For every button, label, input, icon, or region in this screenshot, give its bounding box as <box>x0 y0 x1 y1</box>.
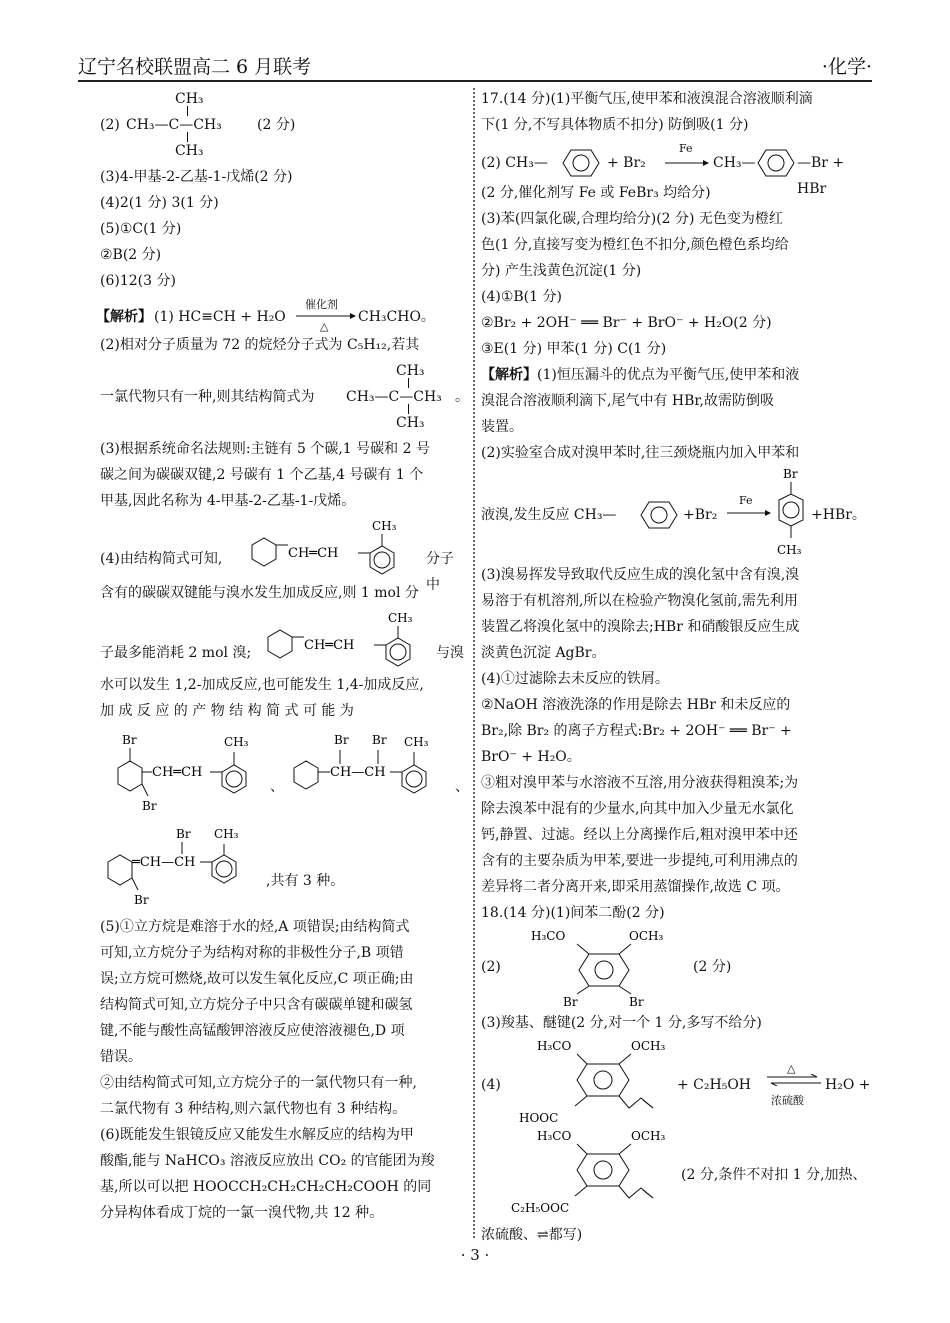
product-14-dibromo-a <box>290 728 462 818</box>
q17-analysis-line: Br₂,除 Br₂ 的离子方程式:Br₂ + 2OH⁻ ══ Br⁻ + <box>481 723 792 739</box>
q17-analysis-line: 淡黄色沉淀 AgBr。 <box>481 645 606 661</box>
cyclohexenyl-styrene-structure <box>240 518 440 580</box>
q17-answer-line: 17.(14 分)(1)平衡气压,使甲苯和液溴混合溶液顺利滴 <box>481 91 813 107</box>
addition-products-row: Br Br CH═CH CH₃ 、 CH—CH Br Br CH₃ 、 <box>100 724 466 818</box>
q17-analysis-line: 除去溴苯中混有的少量水,向其中加入少量无水氯化 <box>481 801 794 817</box>
methyl-label: CH₃ <box>214 827 239 841</box>
br-label: Br <box>629 995 644 1009</box>
methyl-label: CH₃ <box>372 519 397 533</box>
right-column <box>481 86 873 1248</box>
br-label: Br <box>783 467 798 481</box>
answer-2 <box>100 86 466 164</box>
benzene-ring-icon <box>559 146 603 180</box>
methyl-label: CH₃ <box>224 735 249 749</box>
ch3-bottom: CH₃ <box>396 415 425 431</box>
q17-answer-line: ③E(1 分) 甲苯(1 分) C(1 分) <box>481 341 667 357</box>
page-number: · 3 · <box>460 1246 490 1264</box>
analysis-5-line: 可知,立方烷分子为结构对称的非极性分子,B 项错 <box>100 945 404 961</box>
answer-5b: ②B(2 分) <box>100 247 162 263</box>
analysis-6-line: 分异构体看成丁烷的一氯一溴代物,共 12 种。 <box>100 1205 384 1221</box>
q17-answer-line: 分) 产生浅黄色沉淀(1 分) <box>481 263 642 279</box>
q17-analysis-line: (2)实验室合成对溴甲苯时,往三颈烧瓶内加入甲苯和 <box>481 445 800 461</box>
analysis-label: 【解析】 <box>481 367 537 383</box>
q17-analysis-line: 溴混合溶液顺利滴下,尾气中有 HBr,故需防倒吸 <box>481 393 775 409</box>
analysis-5-line: 二氯代物有 3 种结构,则六氯代物也有 3 种结构。 <box>100 1101 407 1117</box>
q17-answer-line: 色(1 分,直接写变为橙红色不扣分,颜色橙色系均给 <box>481 237 789 253</box>
analysis-2a: (2)相对分子质量为 72 的烷烃分子式为 C₅H₁₂,若其 <box>100 337 420 353</box>
heat-label: △ <box>320 320 329 333</box>
dibromo-dimethoxybenzene-structure <box>521 926 681 1010</box>
ethylene-label: CH—CH <box>330 765 386 780</box>
methoxy-label: H₃CO <box>531 929 566 943</box>
br-label: Br <box>134 893 149 907</box>
methyl-label: CH₃ <box>777 543 802 557</box>
methoxy-label: OCH₃ <box>631 1129 666 1143</box>
analysis-1 <box>96 298 466 333</box>
methoxy-label: OCH₃ <box>629 929 664 943</box>
q17-answer-line: ②Br₂ + 2OH⁻ ══ Br⁻ + BrO⁻ + H₂O(2 分) <box>481 315 772 331</box>
analysis-5-line: 键,不能与酸性高锰酸钾溶液反应使溶液褪色,D 项 <box>100 1023 405 1039</box>
analysis-3b: 碳之间为碳碳双键,2 号碳有 1 个乙基,4 号碳有 1 个 <box>100 467 424 483</box>
vinylene-label: CH═CH <box>304 638 355 653</box>
q17-analysis-line: 装置乙将溴化氢中的溴除去;HBr 和硝酸银反应生成 <box>481 619 800 635</box>
methoxy-label: H₃CO <box>537 1129 572 1143</box>
vinylene-label: CH═CH <box>288 546 339 561</box>
analysis-5-line: 误;立方烷可燃烧,故可以发生氧化反应,C 项正确;由 <box>100 971 414 987</box>
analysis-5-line: 结构简式可知,立方烷分子中只含有碳碳单键和碳氢 <box>100 997 413 1013</box>
analysis-text: 一氯代物只有一种,则其结构简式为 <box>100 389 315 405</box>
q18-equation-4: (4) H₃CO OCH₃ HOOC + C₂H₅OH △ 浓硫酸 H₂O + <box>481 1036 873 1126</box>
q17-analysis-line: 差异将二者分离开来,即采用蒸馏操作,故选 C 项。 <box>481 879 790 895</box>
q17-equation: (2) CH₃— + Br₂ Fe CH₃— —Br + HBr <box>481 142 845 197</box>
br-label: Br <box>372 733 387 747</box>
analysis-2b: CH₃ 一氯代物只有一种,则其结构简式为 CH₃—C—CH₃ 。 CH₃ <box>100 358 466 436</box>
q18-answer-line: 18.(14 分)(1)间苯二酚(2 分) <box>481 905 665 921</box>
benzene-ring-icon <box>637 498 681 532</box>
score: (2 分) <box>257 117 296 133</box>
analysis-6-line: (6)既能发生银镜反应又能发生水解反应的结构为甲 <box>100 1127 414 1143</box>
analysis-5-line: 错误。 <box>100 1049 142 1065</box>
methyl-label: CH₃ <box>404 735 429 749</box>
ch3-bottom: CH₃ <box>175 143 204 159</box>
p-bromotoluene-structure <box>771 466 811 562</box>
q17-answer-line: (3)苯(四氯化碳,合理均给分)(2 分) 无色变为橙红 <box>481 211 783 227</box>
product-14-dibromo-b <box>100 822 280 912</box>
q18-structure-2: (2) H₃CO OCH₃ Br Br (2 分) <box>481 926 873 1010</box>
q17-analysis-line: (4)①过滤除去未反应的铁屑。 <box>481 671 669 687</box>
column-divider <box>473 88 475 1238</box>
addition-products-row-2: Br ═CH—CH Br CH₃ ,共有 3 种。 <box>100 818 466 914</box>
product-12-dibromo <box>100 728 270 818</box>
catalyst-label: 催化剂 <box>305 298 338 311</box>
answer-label: (2) <box>100 117 120 133</box>
analysis-label: 【解析】 <box>96 309 152 325</box>
equilibrium-arrow <box>767 1074 821 1086</box>
equation-right: CH₃CHO。 <box>358 309 435 325</box>
q17-analysis-line: 钙,静置、过滤。经以上分离操作后,粗对溴甲苯中还 <box>481 827 798 843</box>
br-label: Br <box>176 827 191 841</box>
q17-analysis-line: 易溶于有机溶剂,所以在检验产物溴化氢前,需先利用 <box>481 593 798 609</box>
q18-product-4: H₃CO OCH₃ C₂H₅OOC (2 分,条件不对扣 1 分,加热、 <box>481 1126 873 1222</box>
br-label: Br <box>122 733 137 747</box>
page-header <box>78 50 872 82</box>
cyclohexenyl-styrene-structure-2 <box>256 610 456 672</box>
carboxyl-label: HOOC <box>519 1111 559 1125</box>
equation-left: (1) HC≡CH + H₂O <box>154 309 286 325</box>
exam-title: 辽宁名校联盟高二 6 月联考 <box>78 56 312 78</box>
br-label: Br <box>142 799 157 813</box>
q18-answer-line: 浓硫酸、⇌都写) <box>481 1227 583 1243</box>
q18-answer-line: (3)羧基、醚键(2 分,对一个 1 分,多写不给分) <box>481 1015 762 1031</box>
subject-label: ·化学· <box>821 56 872 78</box>
ch3-top: CH₃ <box>175 91 204 107</box>
analysis-5-line: (5)①立方烷是难溶于水的烃,A 项错误;由结构简式 <box>100 919 410 935</box>
methoxy-label: H₃CO <box>537 1039 572 1053</box>
q17-analysis-line: ②NaOH 溶液洗涤的作用是除去 HBr 和未反应的 <box>481 697 791 713</box>
analysis-4b: 含有的碳碳双键能与溴水发生加成反应,则 1 mol 分 <box>100 585 419 601</box>
ch3-top: CH₃ <box>396 363 425 379</box>
vinylene-label: CH═CH <box>152 765 203 780</box>
q17-analysis-1: 【解析】(1)恒压漏斗的优点为平衡气压,使甲苯和液 <box>481 367 800 383</box>
analysis-3c: 甲基,因此名称为 4-甲基-2-乙基-1-戊烯。 <box>100 493 356 509</box>
analysis-6-line: 酸酯,能与 NaHCO₃ 溶液反应放出 CO₂ 的官能团为羧 <box>100 1153 435 1169</box>
dimethoxy-acid-structure <box>495 1036 675 1126</box>
q17-answer-line: (4)①B(1 分) <box>481 289 562 305</box>
neopentane-formula: CH₃—C—CH₃ <box>346 389 442 405</box>
ethylidene-label: ═CH—CH <box>132 855 196 870</box>
dimethoxy-ester-structure <box>501 1126 681 1222</box>
analysis-4d: 水可以发生 1,2-加成反应,也可能发生 1,4-加成反应, <box>100 677 424 693</box>
analysis-3a: (3)根据系统命名法规则:主链有 5 个碳,1 号碳和 2 号 <box>100 441 430 457</box>
br-label: Br <box>334 733 349 747</box>
analysis-4-structure: (4)由结构简式可知, CH═CH CH₃ 分子中 <box>100 519 454 593</box>
q17-analysis-line: 含有的主要杂质为甲苯,要进一步提纯,可利用沸点的 <box>481 853 798 869</box>
q17-answer-line: 下(1 分,不写具体物质不扣分) 防倒吸(1 分) <box>481 117 749 133</box>
q17-answer-line: (2 分,催化剂写 Fe 或 FeBr₃ 均给分) <box>481 185 711 201</box>
methoxy-label: OCH₃ <box>631 1039 666 1053</box>
benzene-ring-icon <box>754 146 798 180</box>
answer-6: (6)12(3 分) <box>100 273 176 289</box>
neopentane-formula: CH₃—C—CH₃ <box>126 117 222 133</box>
analysis-6-line: 基,所以可以把 HOOCCH₂CH₂CH₂CH₂COOH 的同 <box>100 1179 432 1195</box>
reaction-arrow <box>665 158 709 168</box>
answer-3: (3)4-甲基-2-乙基-1-戊烯(2 分) <box>100 169 293 185</box>
analysis-4c: 子最多能消耗 2 mol 溴; CH═CH CH₃ 与溴 <box>100 606 466 672</box>
answer-5a: (5)①C(1 分) <box>100 221 182 237</box>
ester-label: C₂H₅OOC <box>511 1201 570 1215</box>
left-column <box>96 86 469 1226</box>
analysis-4e: 加 成 反 应 的 产 物 结 构 简 式 可 能 为 <box>100 703 354 719</box>
analysis-5-line: ②由结构简式可知,立方烷分子的一氯代物只有一种, <box>100 1075 417 1091</box>
answer-4: (4)2(1 分) 3(1 分) <box>100 195 219 211</box>
br-label: Br <box>563 995 578 1009</box>
q17-analysis-line: (3)溴易挥发导致取代反应生成的溴化氢中含有溴,溴 <box>481 567 800 583</box>
q17-analysis-line: BrO⁻ + H₂O。 <box>481 749 581 765</box>
methyl-label: CH₃ <box>388 611 413 625</box>
q17-analysis-line: ③粗对溴甲苯与水溶液不互溶,用分液获得粗溴苯;为 <box>481 775 799 791</box>
reaction-arrow <box>727 508 771 518</box>
q17-analysis-equation: 液溴,发生反应 CH₃— +Br₂ Fe Br CH₃ +HBr。 <box>481 466 873 562</box>
q17-analysis-line: 装置。 <box>481 419 523 435</box>
